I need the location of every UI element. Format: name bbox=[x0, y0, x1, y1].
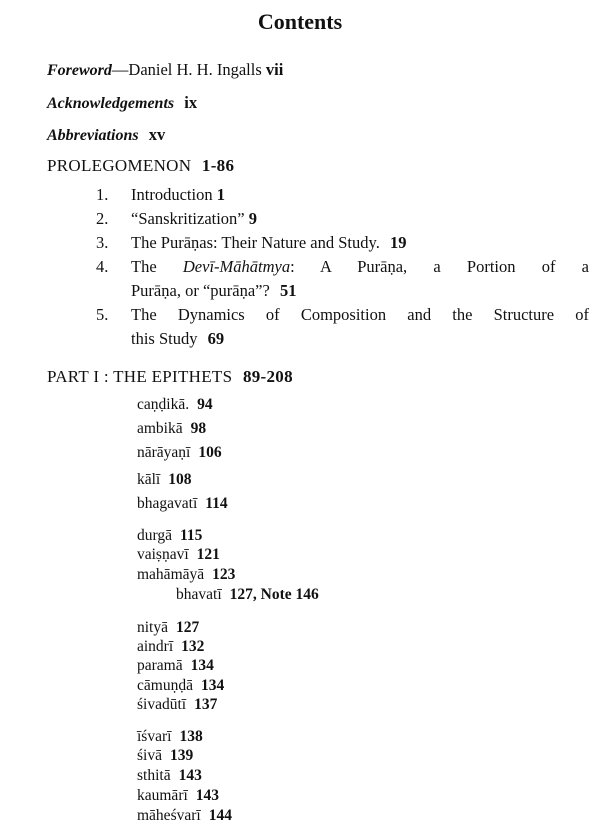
epithet-entry bbox=[137, 728, 203, 746]
epithet-entry bbox=[137, 495, 228, 513]
epithet-entry bbox=[137, 807, 232, 825]
page-number: 114 bbox=[205, 495, 228, 512]
epithet-entry bbox=[137, 396, 213, 414]
page-number: 115 bbox=[180, 527, 203, 544]
epithet-entry-sub bbox=[176, 586, 319, 604]
epithet-name: sthitā bbox=[137, 767, 171, 784]
epithet-name: vaiṣṇavī bbox=[137, 546, 189, 563]
page-title: Contents bbox=[257, 9, 343, 34]
section-pages: 89-208 bbox=[242, 367, 293, 386]
entry-label: Acknowledgements bbox=[47, 95, 175, 112]
entry-title-italic: Devī-Māhātmya bbox=[182, 257, 291, 276]
epithet-entry bbox=[137, 619, 199, 637]
epithet-entry bbox=[137, 420, 206, 438]
entry-number: 2. bbox=[96, 209, 109, 228]
epithet-name: mahāmāyā bbox=[137, 566, 205, 583]
epithet-name: īśvarī bbox=[137, 728, 172, 745]
page-number: 134 bbox=[200, 677, 225, 694]
epithet-name: cāmuṇḍā bbox=[137, 677, 193, 694]
epithet-name: nityā bbox=[137, 619, 168, 636]
toc-entry-abbreviations bbox=[47, 125, 165, 146]
epithet-name: caṇḍikā. bbox=[137, 396, 190, 413]
epithet-entry bbox=[137, 444, 222, 462]
epithet-entry bbox=[137, 638, 204, 656]
page-number: 134 bbox=[190, 657, 214, 674]
epithet-name: aindrī bbox=[137, 638, 174, 655]
page-number: 144 bbox=[208, 807, 232, 824]
epithet-name: kālī bbox=[137, 471, 161, 488]
page-number: 94 bbox=[197, 396, 213, 413]
page-number: 121 bbox=[196, 546, 220, 563]
page-number: 98 bbox=[190, 420, 207, 437]
epithet-name: durgā bbox=[137, 527, 173, 544]
page-number: 137 bbox=[194, 696, 218, 713]
epithet-entry bbox=[137, 471, 192, 489]
entry-text: Introduction bbox=[131, 185, 213, 204]
section-heading-prolegomenon bbox=[47, 156, 234, 176]
epithet-name: kaumārī bbox=[137, 787, 188, 804]
page-number: 51 bbox=[279, 281, 297, 300]
entry-text-line-1: The Devī-Māhātmya: A Purāṇa, a Portion of a bbox=[131, 257, 589, 276]
page-number: 69 bbox=[207, 329, 225, 348]
page-number: ix bbox=[184, 93, 198, 112]
epithet-entry bbox=[137, 787, 219, 805]
entry-number: 3. bbox=[96, 233, 109, 252]
page-number: 1 bbox=[216, 185, 225, 204]
page-number: 127 bbox=[176, 619, 200, 636]
page-number: xv bbox=[148, 125, 166, 144]
page-number: 143 bbox=[195, 787, 220, 804]
epithet-entry bbox=[137, 546, 220, 564]
entry-text: The Purāṇas: Their Nature and Study. bbox=[131, 233, 380, 252]
page-number: 106 bbox=[198, 444, 222, 461]
epithet-name: bhagavatī bbox=[137, 495, 198, 512]
entry-label: Foreword bbox=[47, 62, 112, 79]
toc-entry-acknowledgements bbox=[47, 93, 197, 114]
toc-entry-foreword bbox=[47, 60, 283, 81]
entry-dash: — bbox=[111, 60, 129, 79]
epithet-entry bbox=[137, 527, 202, 545]
epithet-name: ambikā bbox=[137, 420, 183, 437]
entry-text-line-2: Purāṇa, or “purāṇa”? 51 bbox=[131, 281, 297, 300]
entry-author: Daniel H. H. Ingalls bbox=[128, 60, 262, 79]
page-number: 108 bbox=[168, 471, 192, 488]
section-pages: 1-86 bbox=[201, 156, 235, 175]
epithet-name: nārāyaṇī bbox=[137, 444, 191, 461]
epithet-entry bbox=[137, 566, 235, 584]
epithet-entry bbox=[137, 767, 202, 785]
page-number: 127, Note 146 bbox=[229, 586, 319, 603]
entry-number: 4. bbox=[96, 257, 109, 276]
page-number: 19 bbox=[389, 233, 407, 252]
entry-number: 5. bbox=[96, 305, 109, 324]
epithet-entry bbox=[137, 696, 217, 714]
page-number: 139 bbox=[169, 747, 194, 764]
page-number: 132 bbox=[181, 638, 205, 655]
epithet-entry bbox=[137, 657, 214, 675]
page-number: 123 bbox=[212, 566, 236, 583]
epithet-name: śivā bbox=[137, 747, 162, 764]
epithet-entry bbox=[137, 677, 224, 695]
entry-number: 1. bbox=[96, 185, 109, 204]
epithet-name: bhavatī bbox=[176, 586, 222, 603]
entry-text-line-1: The Dynamics of Composition and the Structure of bbox=[131, 305, 589, 324]
entry-text: “Sanskritization” bbox=[131, 209, 245, 228]
section-title: PROLEGOMENON bbox=[47, 156, 192, 175]
entry-text-line-2: this Study 69 bbox=[131, 329, 225, 348]
page-number: 138 bbox=[179, 728, 203, 745]
page-number: 9 bbox=[248, 209, 258, 228]
epithet-name: paramā bbox=[137, 657, 183, 674]
entry-label: Abbreviations bbox=[47, 127, 139, 144]
page-number: vii bbox=[265, 60, 284, 79]
section-heading-part-1 bbox=[47, 367, 293, 387]
epithet-name: śivadūtī bbox=[137, 696, 187, 713]
section-title: PART I : THE EPITHETS bbox=[47, 367, 233, 386]
epithet-name: māheśvarī bbox=[137, 807, 201, 824]
page-number: 143 bbox=[178, 767, 202, 784]
epithet-entry bbox=[137, 747, 193, 765]
